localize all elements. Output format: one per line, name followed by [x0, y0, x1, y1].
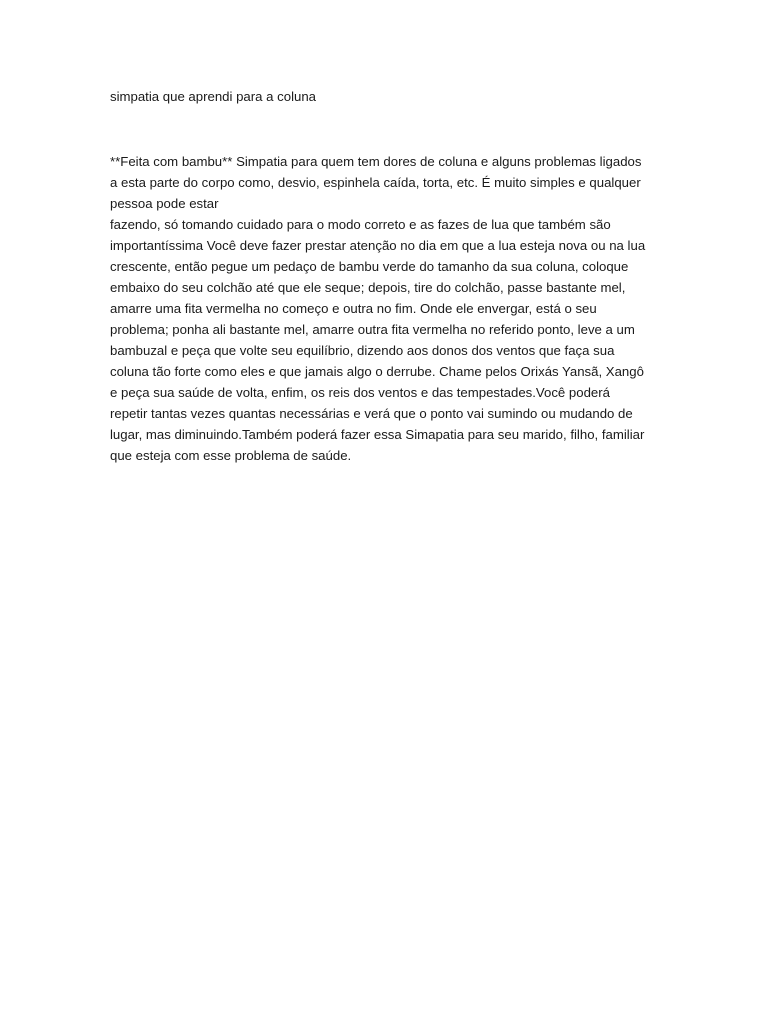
document-body: [110, 151, 670, 466]
body-line: amarre uma fita vermelha no começo e outra no fim. Onde ele envergar, está o seu: [110, 301, 597, 316]
body-line: problema; ponha ali bastante mel, amarre outra fita vermelha no referido ponto, leve a um: [110, 322, 635, 337]
body-line: **Feita com bambu** Simpatia para quem tem dores de coluna e alguns problemas ligados: [110, 154, 642, 169]
document-title: simpatia que aprendi para a coluna: [110, 89, 317, 104]
body-line: importantíssima Você deve fazer prestar atenção no dia em que a lua esteja nova ou na lua: [110, 238, 646, 253]
body-line: fazendo, só tomando cuidado para o modo correto e as fazes de lua que também são: [110, 217, 611, 232]
body-line: pessoa pode estar: [110, 196, 219, 211]
body-line: lugar, mas diminuindo.Também poderá fazer essa Simapatia para seu marido, filho, familiar: [110, 427, 645, 442]
body-line: e peça sua saúde de volta, enfim, os reis dos ventos e das tempestades.Você poderá: [110, 385, 610, 400]
body-line: coluna tão forte como eles e que jamais algo o derrube. Chame pelos Orixás Yansã, Xangô: [110, 364, 644, 379]
body-line: bambuzal e peça que volte seu equilíbrio, dizendo aos donos dos ventos que faça sua: [110, 343, 615, 358]
body-line: embaixo do seu colchão até que ele seque; depois, tire do colchão, passe bastante mel,: [110, 280, 626, 295]
body-line: crescente, então pegue um pedaço de bambu verde do tamanho da sua coluna, coloque: [110, 259, 629, 274]
body-line: que esteja com esse problema de saúde.: [110, 448, 352, 463]
body-line: repetir tantas vezes quantas necessárias e verá que o ponto vai sumindo ou mudando de: [110, 406, 633, 421]
body-line: a esta parte do corpo como, desvio, espinhela caída, torta, etc. É muito simples e qualquer: [110, 175, 641, 190]
